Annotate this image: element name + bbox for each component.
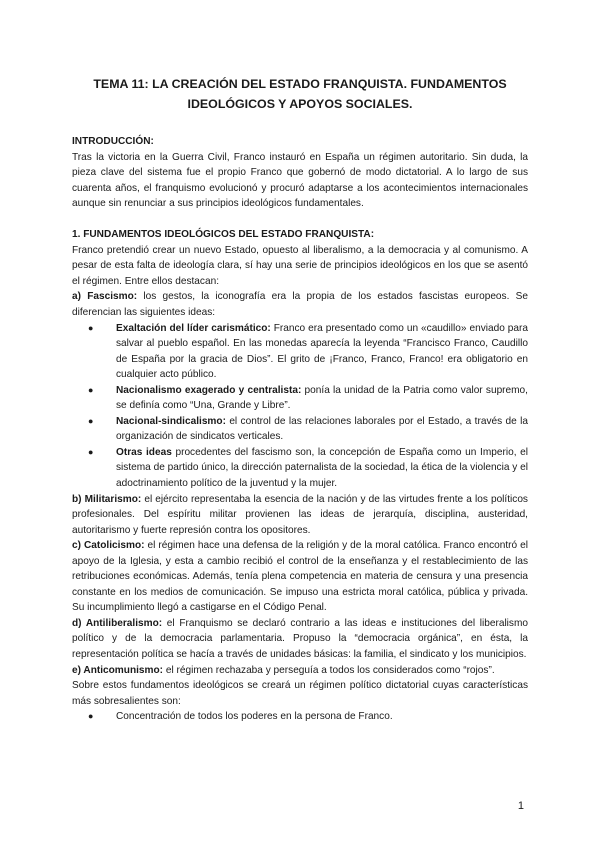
bullet-label: Nacionalismo exagerado y centralista: bbox=[116, 384, 302, 396]
point-e-text: el régimen rechazaba y perseguía a todos los considerados como “rojos”. bbox=[163, 664, 495, 676]
bullet-label: Otras ideas bbox=[116, 446, 172, 458]
point-c-label: c) Catolicismo: bbox=[72, 540, 145, 552]
point-b-text: el ejército representaba la esencia de la nación y de las virtudes frente a los políticos profesionales. Del espíritu militar provienen las ideas de jerarquía, disciplina, austeridad, autoritarismo y fuerte represión contra los opositores. bbox=[72, 493, 528, 536]
fascism-bullet-list bbox=[72, 321, 528, 492]
list-item bbox=[72, 414, 528, 445]
point-d-text: el Franquismo se declaró contrario a las ideas e instituciones del liberalismo político y de la democracia parlamentaria. Propuso la “democracia orgánica”, en ésta, la representación política se hacía a través de unidades básicas: la familia, el sindicato y los municipios. bbox=[72, 617, 528, 660]
section1-heading: 1. FUNDAMENTOS IDEOLÓGICOS DEL ESTADO FRANQUISTA: bbox=[72, 229, 375, 241]
spacer bbox=[72, 212, 528, 228]
bullet-label: Nacional-sindicalismo: bbox=[116, 415, 226, 427]
bullet-icon: ● bbox=[88, 711, 94, 722]
document-title bbox=[70, 74, 530, 114]
bullet-text: procedentes del fascismo son, la concepción de España como un Imperio, el sistema de partido único, la dirección paternalista de la sociedad, la ética de la violencia y el adoctrinamiento político de la juventud y la mujer. bbox=[116, 446, 528, 489]
point-d-label: d) Antiliberalismo: bbox=[72, 617, 163, 629]
bullet-label: Exaltación del líder carismático: bbox=[116, 322, 271, 334]
point-a-label: a) Fascismo: bbox=[72, 291, 138, 303]
point-e-label: e) Anticomunismo: bbox=[72, 664, 164, 676]
title-line-1: TEMA 11: LA CREACIÓN DEL ESTADO FRANQUISTA. FUNDAMENTOS bbox=[93, 77, 507, 91]
point-a-text: los gestos, la iconografía era la propia de los estados fascistas europeos. Se diferencian las siguientes ideas: bbox=[72, 291, 528, 318]
closing-paragraph: Sobre estos fundamentos ideológicos se creará un régimen político dictatorial cuyas características más sobresalientes son: bbox=[72, 680, 528, 707]
bullet-text: el control de las relaciones laborales por el Estado, a través de la organización de sindicatos verticales. bbox=[116, 415, 528, 443]
title-line-2: IDEOLÓGICOS Y APOYOS SOCIALES. bbox=[187, 97, 413, 111]
characteristics-bullet-list bbox=[72, 709, 528, 725]
list-item bbox=[72, 445, 528, 492]
list-item bbox=[72, 321, 528, 383]
bullet-text: ponía la unidad de la Patria como valor supremo, se definía como “Una, Grande y Libre”. bbox=[116, 384, 528, 412]
document-body bbox=[72, 134, 528, 725]
section1-intro: Franco pretendió crear un nuevo Estado, opuesto al liberalismo, a la democracia y al comunismo. A pesar de esta falta de ideología clara, sí hay una serie de principios ideológicos en los que se asentó el régimen. Entre ellos destacan: bbox=[72, 244, 528, 287]
point-c-catolicismo bbox=[72, 538, 528, 616]
list-item bbox=[72, 383, 528, 414]
point-d-antiliberalismo bbox=[72, 616, 528, 663]
bullet-text: Concentración de todos los poderes en la persona de Franco. bbox=[116, 711, 393, 723]
bullet-icon: ● bbox=[88, 446, 94, 457]
point-a-fascismo bbox=[72, 289, 528, 320]
point-b-label: b) Militarismo: bbox=[72, 493, 142, 505]
intro-heading: INTRODUCCIÓN: bbox=[72, 136, 154, 147]
bullet-icon: ● bbox=[88, 384, 94, 395]
point-e-anticomunismo bbox=[72, 663, 528, 679]
bullet-icon: ● bbox=[88, 415, 94, 426]
point-b-militarismo bbox=[72, 492, 528, 539]
bullet-icon: ● bbox=[88, 322, 94, 333]
list-item bbox=[72, 709, 528, 725]
bullet-text: Franco era presentado como un «caudillo» enviado para salvar al pueblo español. En las monedas aparecía la leyenda “Francisco Franco, Caudillo de España por la gracia de Dios”. El grito de ¡Franco, Franco, Franco! era obligatorio en cualquier acto público. bbox=[116, 322, 528, 381]
intro-paragraph: Tras la victoria en la Guerra Civil, Franco instauró en España un régimen autoritario. Sin duda, la pieza clave del sistema fue el propio Franco que gobernó de modo dictatorial. A lo largo de sus cuarenta años, el franquismo evolucionó y procuró adaptarse a los acontecimientos internacionales aunque sin renunciar a sus principios ideológicos fundamentales. bbox=[72, 151, 528, 210]
page-number: 1 bbox=[517, 800, 524, 812]
point-c-text: el régimen hace una defensa de la religión y de la moral católica. Franco encontró el apoyo de la Iglesia, y esta a cambio recibió el control de la enseñanza y el restablecimiento de las retribuciones económicas. Además, tenía plena competencia en materia de censura y una presencia constante en los medios de comunicación. Se impuso una estricta moral católica, pública y privada. Su incumplimiento llegó a castigarse en el Código Penal. bbox=[72, 540, 528, 614]
